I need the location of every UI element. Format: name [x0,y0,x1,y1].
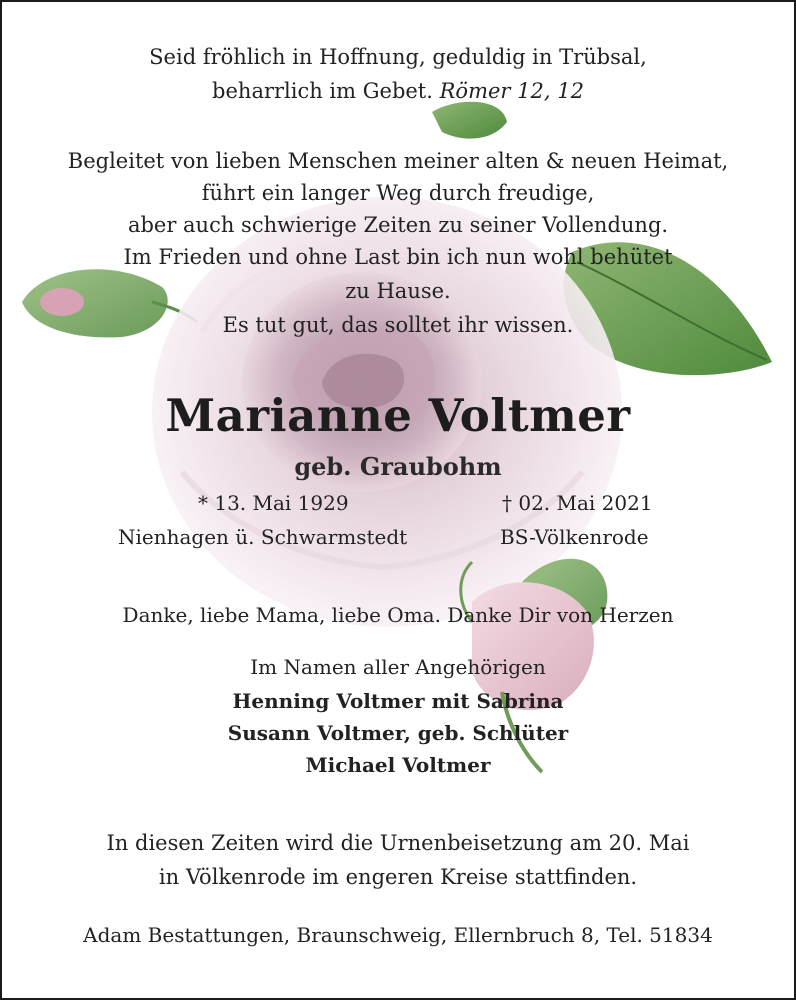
poem-line: aber auch schwierige Zeiten zu seiner Vollendung. [127,213,669,237]
mourner-name: Susann Voltmer, geb. Schlüter [227,721,569,745]
birth-place: Nienhagen ü. Schwarmstedt [118,525,408,549]
verse-line-1: Seid fröhlich in Hoffnung, geduldig in Trübsal, [149,45,647,69]
birth-date: * 13. Mai 1929 [198,491,349,515]
poem-line: führt ein langer Weg durch freudige, [201,181,595,205]
notice-text [2,2,794,998]
poem-line: Es tut gut, das solltet ihr wissen. [222,313,574,337]
poem-line: Im Frieden und ohne Last bin ich nun wohl behütet [123,245,673,269]
verse-line-2 [2,78,794,104]
poem-line: Begleitet von lieben Menschen meiner alten & neuen Heimat, [67,149,729,173]
verse-reference: Römer 12, 12 [439,79,584,103]
poem-line: zu Hause. [345,279,451,303]
mourners-intro: Im Namen aller Angehörigen [250,655,546,679]
death-date: † 02. Mai 2021 [502,491,653,515]
mourner-name: Henning Voltmer mit Sabrina [232,689,564,713]
mourner-name: Michael Voltmer [305,753,491,777]
undertaker-line: Adam Bestattungen, Braunschweig, Ellernbruch 8, Tel. 51834 [83,923,713,947]
thanks-line: Danke, liebe Mama, liebe Oma. Danke Dir von Herzen [122,603,674,627]
deceased-name: Marianne Voltmer [165,389,631,442]
ceremony-line: In diesen Zeiten wird die Urnenbeisetzung am 20. Mai [106,831,690,855]
maiden-name: geb. Graubohm [294,452,502,481]
death-place: BS-Völkenrode [500,525,649,549]
verse-text: beharrlich im Gebet. [212,79,433,103]
ceremony-line: in Völkenrode im engeren Kreise stattfinden. [158,865,638,889]
